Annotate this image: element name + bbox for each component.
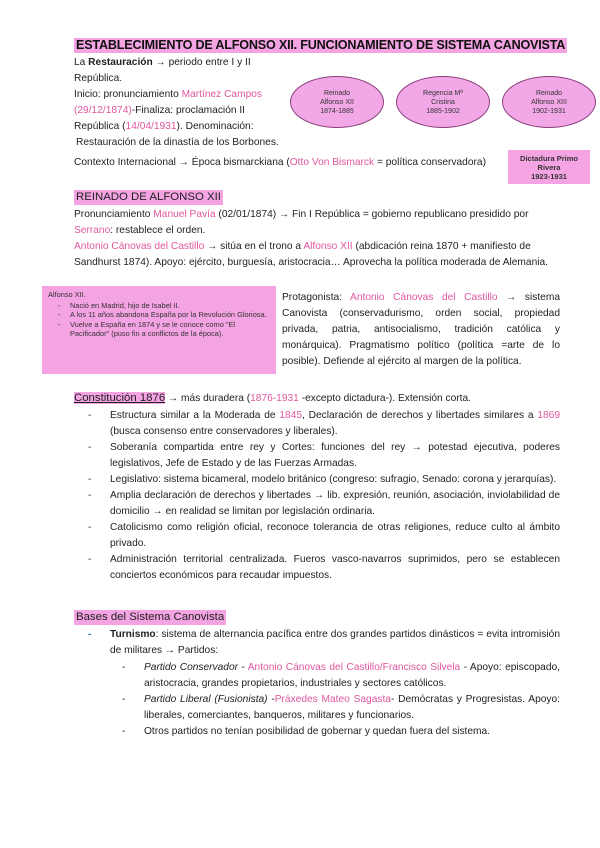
context-line: Contexto Internacional → Época bismarckiana (Otto Von Bismarck = política conservadora)	[74, 157, 486, 168]
dictadura-box: Dictadura Primo Rivera 1923-1931	[508, 150, 590, 184]
partido-item: - Partido Liberal (Fusionista) -Práxedes Mateo Sagasta- Demócratas y Progresistas. Apoyo: liberales, comerciantes, banqueros, militares y funcionarios.	[122, 694, 560, 721]
constitucion-item: - Soberanía compartida entre rey y Cortes: funciones del rey → potestad ejecutiva, poderes legislativos, Jefe de Estado y de las Fuerzas Armadas.	[88, 442, 560, 469]
bio-item: - Nació en Madrid, hijo de Isabel II.	[70, 301, 270, 311]
partido-item: - Partido Conservador - Antonio Cánovas del Castillo/Francisco Silvela - Apoyo: episcopado, aristocracia, grandes propietarios, industriales y sectores católicos.	[122, 662, 561, 689]
reinado-heading: REINADO DE ALFONSO XII	[76, 191, 221, 203]
intro-block	[74, 55, 294, 151]
intro-line-3: (29/12/1874)-Finaliza: proclamación II	[74, 105, 246, 116]
bases-heading: Bases del Sistema Canovista	[76, 611, 225, 623]
intro-line-2: Inicio: pronunciamiento Martínez Campos	[74, 89, 263, 100]
intro-line-5: Restauración de la dinastía de los Borbones.	[76, 137, 279, 148]
bullet-dash-icon: -	[88, 629, 92, 640]
constitucion-list	[88, 408, 560, 584]
intro-line-1: La Restauración → periodo entre I y II República.	[74, 57, 251, 84]
constitucion-item: - Catolicismo como religión oficial, reconoce tolerancia de otras religiones, reduce culto al ámbito privado.	[88, 522, 560, 549]
constitucion-item: - Estructura similar a la Moderada de 1845, Declaración de derechos y libertades similares a 1869 (busca consenso entre conservadores y liberales).	[88, 410, 560, 437]
page-title: ESTABLECIMIENTO DE ALFONSO XII. FUNCIONAMIENTO DE SISTEMA CANOVISTA	[76, 38, 566, 52]
bio-item: - A los 11 años abandona España por la Revolución Gloriosa.	[70, 310, 270, 320]
constitucion-item: - Administración territorial centralizada. Fueros vasco-navarros suprimidos, pero se establecen conciertos económicos para recaudar impuestos.	[88, 554, 560, 581]
constitucion-item: - Legislativo: sistema bicameral, modelo británico (congreso: sufragio, Senado: corona y jerarquías).	[88, 474, 557, 485]
timeline-circle-alfonso-xiii: Reinado Alfonso XIII 1902-1931	[502, 76, 596, 128]
protagonista-text: Protagonista: Antonio Cánovas del Castillo → sistema Canovista (conservadurismo, orden social, propiedad privada, patria, antisocialismo, tradición católica y monárquica). Pragmatismo político (política =arte de lo posible). Defiende al ejército al margen de la política.	[282, 292, 560, 367]
turnismo-block: - Turnismo: sistema de alternancia pacífica entre dos grandes partidos dinásticos = evita intromisión de militares → Partidos:	[88, 629, 560, 656]
partido-item: - Otros partidos no tenían posibilidad de gobernar y quedan fuera del sistema.	[122, 726, 491, 737]
partidos-list	[122, 660, 561, 740]
timeline-circle-regencia: Regencia Mª Cristina 1885-1902	[396, 76, 490, 128]
bio-title: Alfonso XII.	[48, 290, 86, 299]
bio-item: - Vuelve a España en 1874 y se le conoce como "El Pacificador" (puso fin a conflictos de la época).	[70, 320, 270, 339]
constitucion-heading: Constitución 1876 → más duradera (1876-1931 -excepto dictadura-). Extensión corta.	[74, 392, 471, 404]
intro-line-4: República (14/04/1931). Denominación:	[74, 121, 254, 132]
constitucion-item: - Amplia declaración de derechos y libertades → lib. expresión, reunión, asociación, inviolabilidad de domicilio → en realidad se limitan por legislación ordinaria.	[88, 490, 560, 517]
reinado-text: Pronunciamiento Manuel Pavía (02/01/1874) → Fin I República = gobierno republicano presidido por Serrano: restablece el orden. Antonio Cánovas del Castillo → sitúa en el trono a Alfonso XII (abdicación reina 1870 + manifiesto de Sandhurst 1874). Apoyo: ejército, burguesía, aristocracia… Aprovecha la política moderada de Alemania.	[74, 209, 548, 268]
timeline-circle-alfonso-xii: Reinado Alfonso XII 1874-1885	[290, 76, 384, 128]
alfonso-bio-box	[42, 286, 276, 374]
